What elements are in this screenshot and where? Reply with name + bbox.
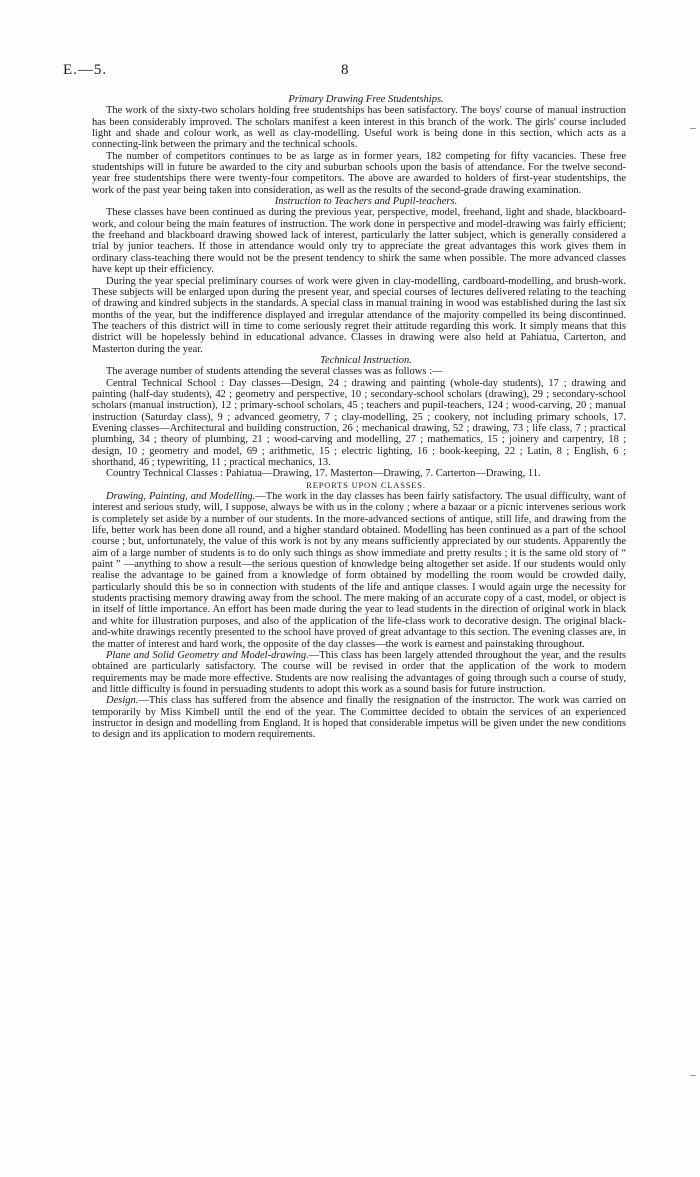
paragraph: Country Technical Classes : Pahiatua—Drawing, 17. Masterton—Drawing, 7. Carterton—Drawing, 11. [106,468,541,480]
paragraph: The average number of students attending the several classes was as follows :— [106,366,443,378]
paragraph-design [92,695,626,740]
margin-mark [690,128,696,129]
paragraph: The work of the sixty-two scholars holding free studentships has been satisfactory. The boys' course of manual instruction has been considerably improved. The scholars manifest a keen interest in this branch of the work. The girls' course included light and shade and colour work, as well as clay-modelling. Useful work is being done in this section, which acts as a connecting-link between the primary and the technical schools. [92,105,626,151]
report-reference: E.—5. [63,62,108,78]
lead-in-geometry: Plane and Solid Geometry and Model-drawing. [106,649,309,661]
paragraph-geometry [92,650,626,695]
paragraph-text: —This class has been largely attended throughout the year, and the results obtained are particularly satisfactory. The course will be revised in order that the application of the work to modern requirements may be made more effective. Students are now realising the advantages of going through such a course of study, and little difficulty is found in persuading students to adopt this work as a sound basis for future instruction. [92,649,626,695]
section-heading-technical: Technical Instruction. [320,354,412,366]
section-heading-reports: REPORTS UPON CLASSES. [306,479,426,490]
paragraph: During the year special preliminary courses of work were given in clay-modelling, cardboard-modelling, and brush-work. These subjects will be enlarged upon during the present year, and special courses of lectures delivered relating to the teaching of drawing and kindred subjects in the standards. A special class in manual training in wood was established during the last six months of the year, but the indifference displayed and irregular attendance of the majority compelled its being discontinued. The teachers of this district will in time to come seriously regret their attitude regarding this work. It simply means that this district will be hopelessly behind in educational advance. Classes in drawing were also held at Pahiatua, Carterton, and Masterton during the year. [92,275,626,355]
paragraph: The number of competitors continues to be as large as in former years, 182 competing for fifty vacancies. These free studentships will in future be awarded to the city and suburban schools upon the basis of attendance. For the twelve second-year free studentships there were twenty-four competitors. The above are awarded to holders of first-year studentships, the work of the past year being taken into consideration, as well as the results of the second-grade drawing examination. [92,150,626,196]
section-heading-teachers: Instruction to Teachers and Pupil-teachers. [274,196,458,208]
document-body [92,94,626,741]
paragraph-drawing [92,491,626,650]
lead-in-design: Design. [106,695,139,707]
page-number: 8 [341,62,349,78]
paragraph: These classes have been continued as during the previous year, perspective, model, freehand, light and shade, blackboard-work, and colour being the main features of instruction. The work done in perspective and model-drawing was fairly efficient; the freehand and blackboard drawing showed lack of interest, particularly the latter subject, which is generally considered a trial by junior teachers. If those in attendance would only try to appreciate the great advantages this work gives them in ordinary class-teaching there would not be the present tendency to shirk the same when possible. The more advanced classes have kept up their efficiency. [92,207,626,276]
paragraph: Central Technical School : Day classes—Design, 24 ; drawing and painting (whole-day students), 17 ; drawing and painting (half-day students), 42 ; geometry and perspective, 10 ; secondary-school scholars (drawing), 29 ; secondary-school scholars (manual instruction), 12 ; primary-school scholars, 45 ; teachers and pupil-teachers, 124 ; wood-carving, 20 ; manual instruction (Saturday class), 9 ; advanced geometry, 7 ; clay-modelling, 25 ; cookery, not including primary schools, 17. Evening classes—Architectural and building construction, 26 ; mechanical drawing, 52 ; drawing, 73 ; life class, 7 ; practical plumbing, 34 ; theory of plumbing, 21 ; wood-carving and modelling, 27 ; mathematics, 15 ; joinery and carpentry, 18 ; design, 10 ; geometry and model, 69 ; arithmetic, 15 ; electric lighting, 16 ; book-keeping, 22 ; Latin, 8 ; English, 6 ; shorthand, 46 ; typewriting, 11 ; practical mechanics, 13. [92,377,626,468]
page-header [63,62,637,82]
margin-mark [690,1075,696,1076]
paragraph-text: —This class has suffered from the absence and finally the resignation of the instructor. The work was carried on temporarily by Miss Kimbell until the end of the year. The Committee decided to obtain the services of an experienced instructor in design and modelling from England. It is hoped that considerable impetus will be given under the new conditions to design and its application to modern requirements. [92,695,626,741]
paragraph-text: —The work in the day classes has been fairly satisfactory. The usual difficulty, want of interest and serious study, will, I suppose, always be with us in the colony ; where a bazaar or a picnic intervenes serious work is completely set aside by a number of our students. In the more-advanced sections of antique, still life, and drawing from the life, better work has been done all round, and a higher standard obtained. Modelling has been continued as a part of the school course ; but, unfortunately, the value of this work is not by any means sufficiently appreciated by our students. Apparently the aim of a large number of students is to do only such things as show immediate and pretty results ; it is the same old story of “ paint ” —anything to show a result—the serious question of knowledge being altogether set aside. If our students would only realise the advantage to be gained from a knowledge of form obtained by modelling the room would be crowded daily, particularly should this be so in connection with students of the life and antique classes. I would again urge the necessity for students practising memory drawing away from the school. The mere making of an accurate copy of a cast, model, or object is in itself of little importance. An effort has been made during the year to lead students in the direction of original work in black and white for illustration purposes, and also of the application of the life-class work to decorative design. The original black-and-white drawings recently presented to the school have proved of great advantage to this section. The evening classes are, in the matter of interest and hard work, the opposite of the day classes—the work is earnest and painstaking throughout. [92,491,626,650]
lead-in-drawing: Drawing, Painting, and Modelling. [106,491,256,503]
section-heading-primary-drawing: Primary Drawing Free Studentships. [288,94,444,105]
